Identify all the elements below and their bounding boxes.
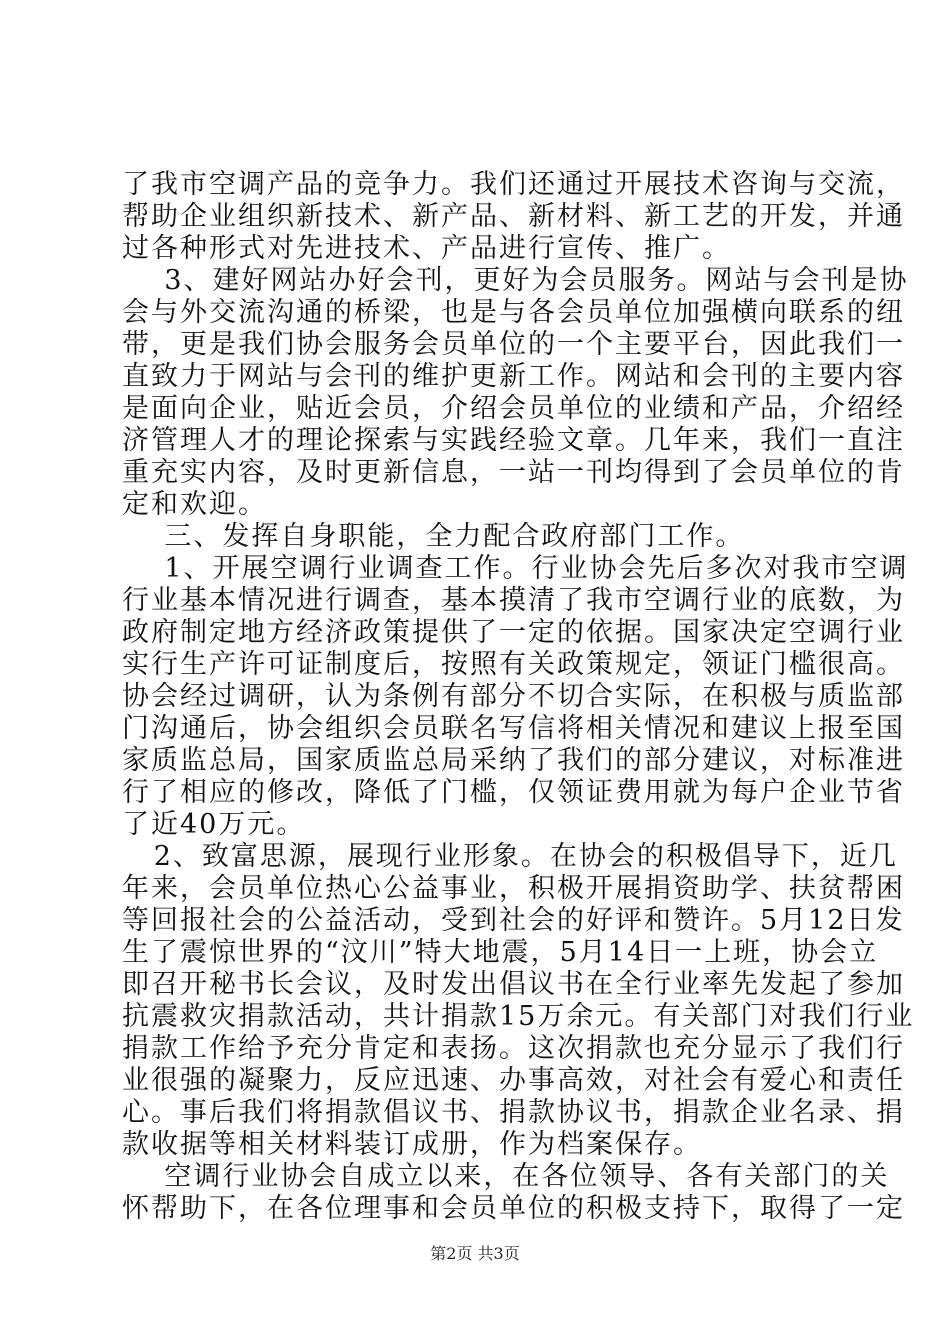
text-line: 带，更是我们协会服务会员单位的一个主要平台，因此我们一 (122, 329, 905, 360)
text-line: 协会经过调研，认为条例有部分不切合实际，在积极与质监部 (122, 681, 905, 712)
text-line: 等回报社会的公益活动，受到社会的好评和赞许。5月12日发 (122, 905, 905, 936)
text-line: 济管理人才的理论探索与实践经验文章。几年来，我们一直注 (122, 425, 905, 456)
text-line: 家质监总局，国家质监总局采纳了我们的部分建议，对标准进 (122, 745, 905, 776)
text-line: 门沟通后，协会组织会员联名写信将相关情况和建议上报至国 (122, 713, 905, 744)
text-line: 行了相应的修改，降低了门槛，仅领证费用就为每户企业节省 (122, 777, 905, 808)
text-line: 政府制定地方经济政策提供了一定的依据。国家决定空调行业 (122, 617, 905, 648)
text-line: 直致力于网站与会刊的维护更新工作。网站和会刊的主要内容 (122, 361, 905, 392)
text-line: 是面向企业，贴近会员，介绍会员单位的业绩和产品，介绍经 (122, 393, 905, 424)
text-line: 重充实内容，及时更新信息，一站一刊均得到了会员单位的肯 (122, 457, 905, 488)
text-line: 抗震救灾捐款活动，共计捐款15万余元。有关部门对我们行业 (122, 1001, 915, 1032)
text-line: 了近40万元。 (122, 809, 306, 840)
text-line: 1、开展空调行业调查工作。行业协会先后多次对我市空调 (122, 553, 909, 584)
text-line: 怀帮助下，在各位理事和会员单位的积极支持下，取得了一定 (122, 1193, 905, 1224)
text-line: 心。事后我们将捐款倡议书、捐款协议书，捐款企业名录、捐 (122, 1097, 905, 1128)
text-line: 了我市空调产品的竞争力。我们还通过开展技术咨询与交流， (122, 169, 905, 200)
text-line: 3、建好网站办好会刊，更好为会员服务。网站与会刊是协 (122, 265, 909, 296)
text-line: 过各种形式对先进技术、产品进行宣传、推广。 (122, 233, 731, 264)
text-line: 会与外交流沟通的桥梁，也是与各会员单位加强横向联系的纽 (122, 297, 905, 328)
text-line: 年来，会员单位热心公益事业，积极开展捐资助学、扶贫帮困 (122, 873, 905, 904)
text-line: 即召开秘书长会议，及时发出倡议书在全行业率先发起了参加 (122, 969, 905, 1000)
page-footer: 第2页 共3页 (430, 1244, 520, 1263)
text-line: 款收据等相关材料装订成册，作为档案保存。 (122, 1129, 702, 1160)
text-line: 生了震惊世界的“汶川”特大地震，5月14日一上班，协会立 (122, 937, 879, 968)
text-line: 实行生产许可证制度后，按照有关政策规定，领证门槛很高。 (122, 649, 905, 680)
text-line: 空调行业协会自成立以来，在各位领导、各有关部门的关 (122, 1161, 890, 1192)
text-line: 捐款工作给予充分肯定和表扬。这次捐款也充分显示了我们行 (122, 1033, 905, 1064)
text-line: 帮助企业组织新技术、新产品、新材料、新工艺的开发，并通 (122, 201, 905, 232)
text-line: 定和欢迎。 (122, 489, 267, 520)
text-line: 业很强的凝聚力，反应迅速、办事高效，对社会有爱心和责任 (122, 1065, 905, 1096)
text-line: 三、发挥自身职能，全力配合政府部门工作。 (122, 521, 745, 552)
text-line: 2、致富思源，展现行业形象。在协会的积极倡导下，近几 (122, 841, 898, 872)
document-body (122, 169, 915, 1225)
text-line: 行业基本情况进行调查，基本摸清了我市空调行业的底数，为 (122, 585, 905, 616)
